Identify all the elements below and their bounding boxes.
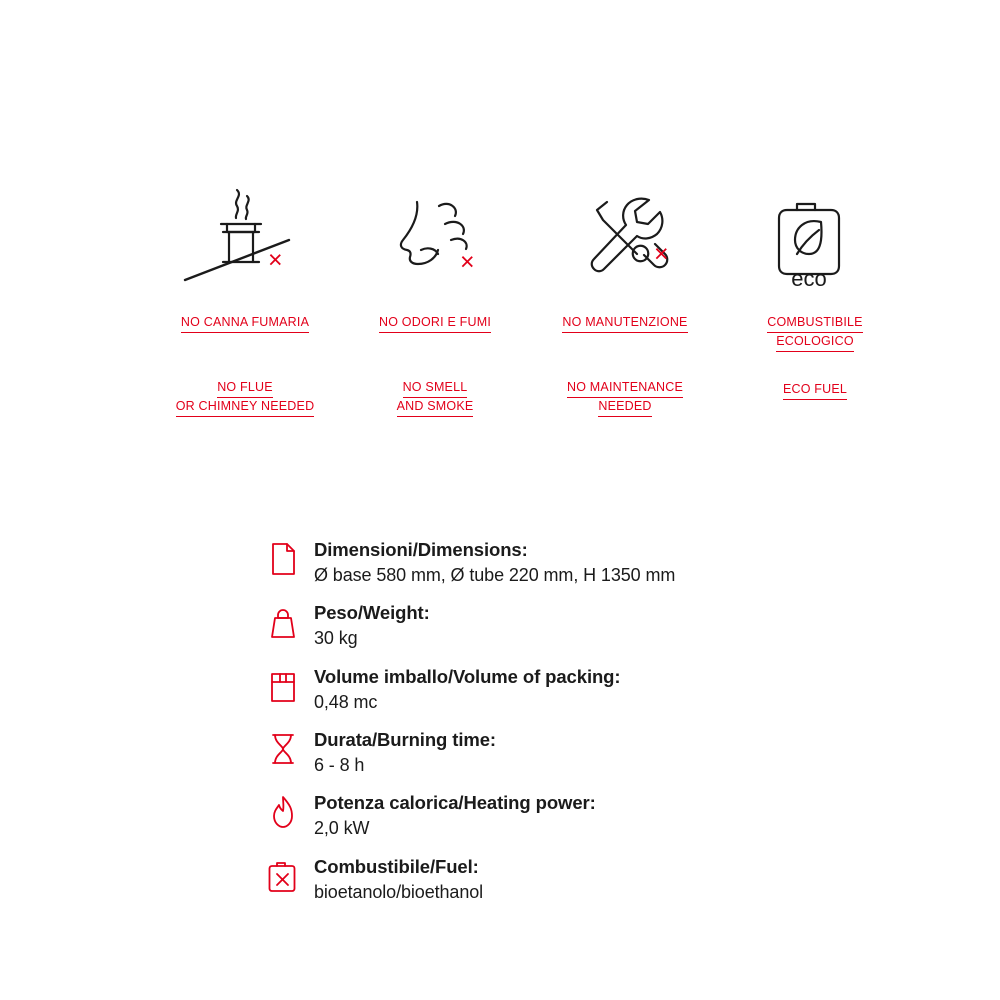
feature-label-en: ECO FUEL [783,381,847,400]
feature-label-en: NO FLUE OR CHIMNEY NEEDED [176,379,315,417]
feature-no-smell [340,180,530,417]
spec-value: 0,48 mc [314,691,378,712]
spec-title: Durata/Burning time: [314,729,496,751]
cross-mark: × [268,246,283,274]
feature-no-maintenance [530,180,720,417]
feature-label-en: NO SMELL AND SMOKE [397,379,474,417]
feature-label-it: NO MANUTENZIONE [562,314,687,333]
spec-title: Dimensioni/Dimensions: [314,539,528,560]
flame-icon [268,791,314,829]
feature-label-it: NO ODORI E FUMI [379,314,491,333]
weight-stamp-icon [268,601,314,639]
eco-fuel-canister-icon [720,180,910,300]
chimney-flame-icon [150,180,340,300]
hourglass-icon [268,728,314,766]
eco-text: eco [791,266,827,291]
feature-no-flue [150,180,340,417]
spec-row [268,665,868,714]
feature-label-it: NO CANNA FUMARIA [181,314,309,333]
spec-title: Peso/Weight: [314,602,430,624]
nose-smell-icon [340,180,530,300]
tools-wrench-screwdriver-icon [530,180,720,300]
feature-label-en: NO MAINTENANCE NEEDED [567,379,683,417]
fuel-canister-icon [268,855,314,893]
spec-row [268,855,868,904]
spec-value: bioetanolo/bioethanol [314,881,484,902]
spec-row [268,601,868,650]
feature-eco-fuel [720,180,910,400]
spec-row [268,728,868,777]
spec-value: 6 - 8 h [314,755,365,776]
spec-value: Ø base 580 mm, Ø tube 220 mm, H 1350 mm [314,565,676,586]
specifications-list [268,538,868,918]
spec-title: Potenza calorica/Heating power: [314,792,596,814]
feature-badges [150,180,910,417]
spec-value: 30 kg [314,628,358,649]
spec-row [268,791,868,840]
spec-value: 2,0 kW [314,818,370,839]
cross-mark: × [654,240,669,268]
cross-mark: × [460,248,475,276]
spec-title: Combustibile/Fuel: [314,855,479,877]
spec-row [268,538,868,587]
spec-title: Volume imballo/Volume of packing: [314,665,621,687]
package-box-icon [268,665,314,703]
document-page-icon [268,538,314,576]
feature-label-it: COMBUSTIBILE ECOLOGICO [767,314,862,352]
